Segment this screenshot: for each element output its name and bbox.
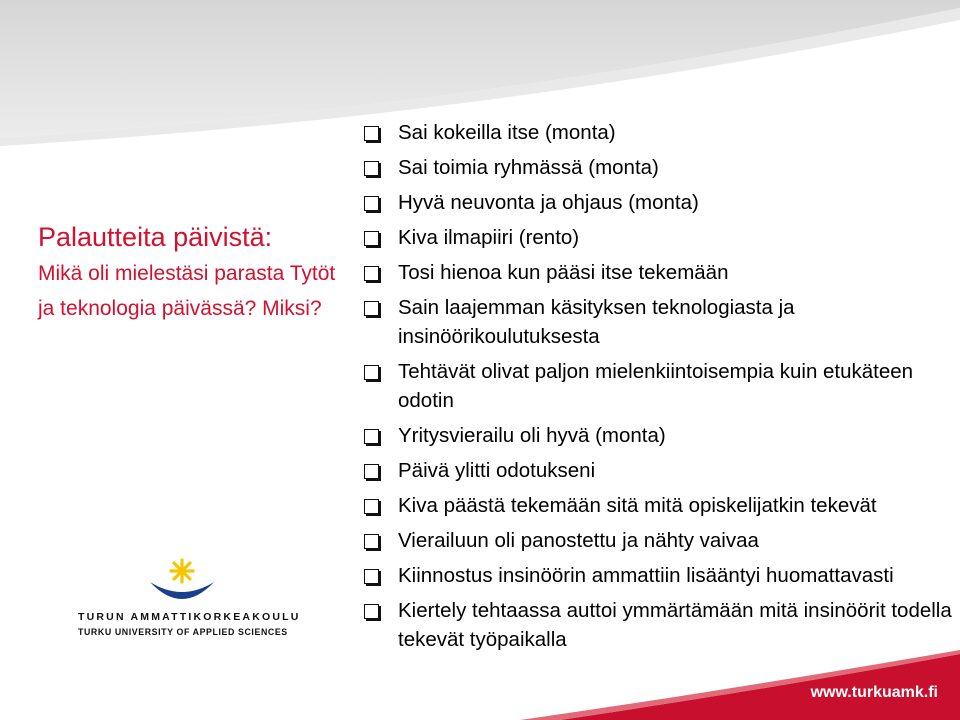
checkbox-bullet-icon [364, 499, 379, 514]
list-item: Kiva päästä tekemään sitä mitä opiskelijatkin tekevät [362, 491, 952, 520]
checkbox-bullet-icon [364, 534, 379, 549]
sun-emblem-icon [146, 556, 218, 608]
checkbox-bullet-icon [364, 365, 379, 380]
list-item: Kiva ilmapiiri (rento) [362, 223, 952, 252]
title-question: Mikä oli mielestäsi parasta Tytöt ja teknologia päivässä? Miksi? [38, 262, 336, 320]
list-item: Yritysvierailu oli hyvä (monta) [362, 421, 952, 450]
checkbox-bullet-icon [364, 161, 379, 176]
list-item: Sai kokeilla itse (monta) [362, 118, 952, 147]
website-url[interactable]: www.turkuamk.fi [810, 684, 938, 701]
checkbox-bullet-icon [364, 569, 379, 584]
list-item: Vierailuun oli panostettu ja nähty vaivaa [362, 526, 952, 555]
feedback-list [362, 118, 952, 660]
checkbox-bullet-icon [364, 301, 379, 316]
checkbox-bullet-icon [364, 464, 379, 479]
checkbox-bullet-icon [364, 604, 379, 619]
checkbox-bullet-icon [364, 266, 379, 281]
title-main: Palautteita päivistä: [38, 222, 273, 252]
list-item: Kiertely tehtaassa auttoi ymmärtämään mitä insinöörit todella tekevät työpaikalla [362, 596, 952, 654]
list-item: Sain laajemman käsityksen teknologiasta ja insinöörikoulutuksesta [362, 293, 952, 351]
list-item: Tosi hienoa kun pääsi itse tekemään [362, 258, 952, 287]
list-item: Hyvä neuvonta ja ohjaus (monta) [362, 188, 952, 217]
checkbox-bullet-icon [364, 196, 379, 211]
logo-name-finnish: TURUN AMMATTIKORKEAKOULU [78, 611, 301, 623]
list-item: Sai toimia ryhmässä (monta) [362, 153, 952, 182]
list-item: Kiinnostus insinöörin ammattiin lisääntyi huomattavasti [362, 561, 952, 590]
list-item: Päivä ylitti odotukseni [362, 456, 952, 485]
university-logo [72, 556, 301, 640]
slide-title [38, 220, 338, 326]
checkbox-bullet-icon [364, 429, 379, 444]
list-item: Tehtävät olivat paljon mielenkiintoisempia kuin etukäteen odotin [362, 357, 952, 415]
checkbox-bullet-icon [364, 126, 379, 141]
checkbox-bullet-icon [364, 231, 379, 246]
logo-name-english: TURKU UNIVERSITY OF APPLIED SCIENCES [78, 627, 288, 637]
